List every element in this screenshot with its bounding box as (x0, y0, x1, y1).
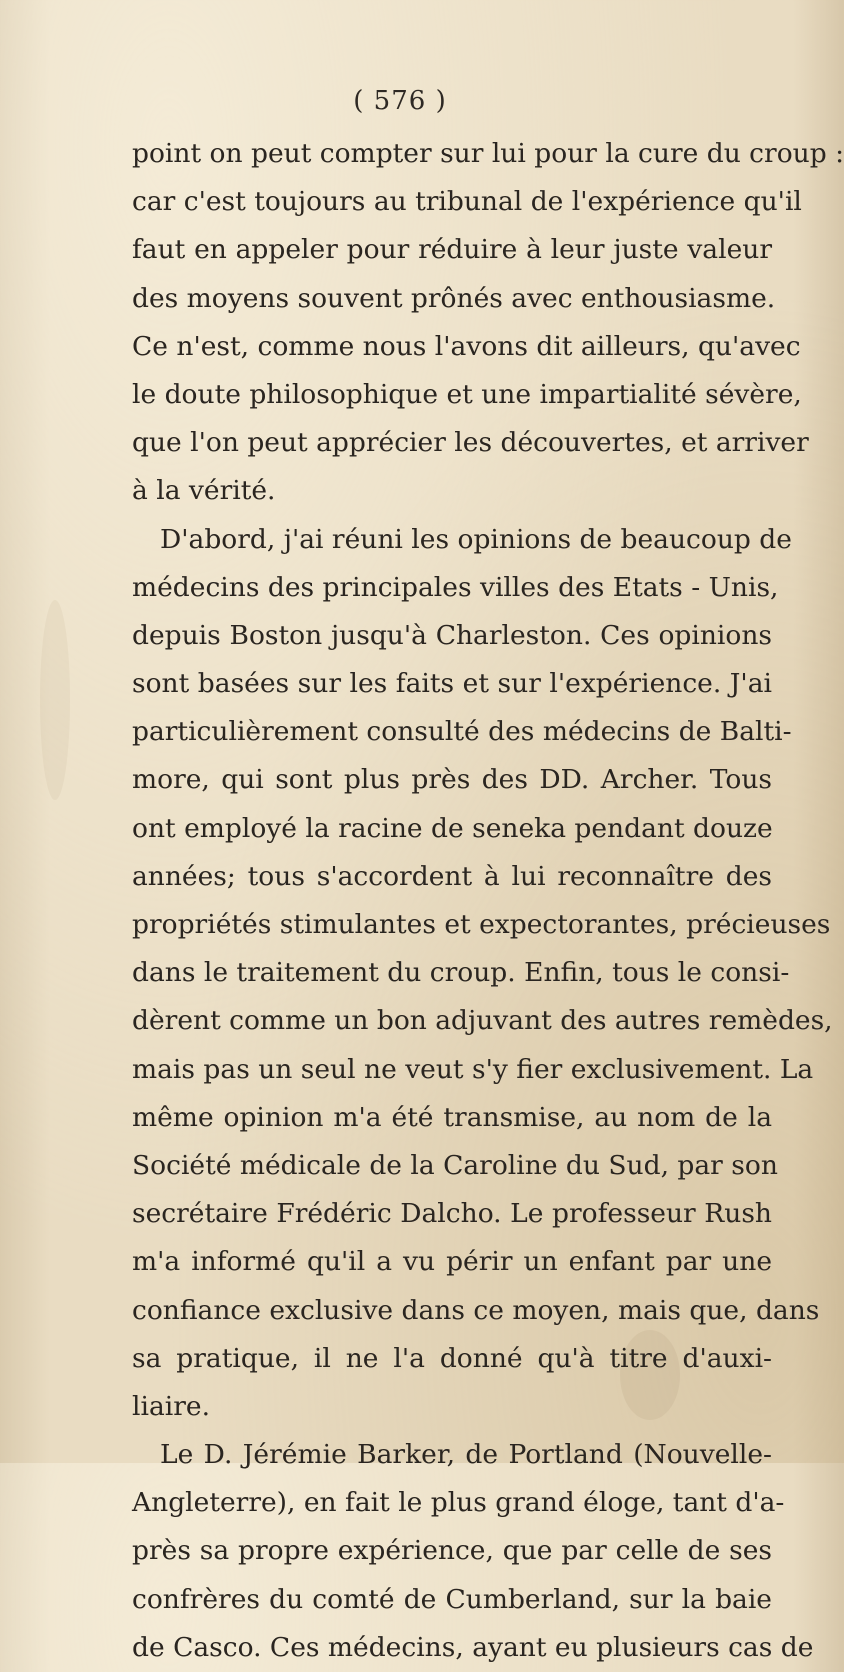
text-line: m'a informé qu'il a vu périr un enfant par une (132, 1246, 772, 1278)
text-line: médecins des principales villes des Etats - Unis, (132, 571, 779, 603)
text-line: dèrent comme un bon adjuvant des autres remèdes, (132, 1005, 833, 1037)
text-line: confiance exclusive dans ce moyen, mais que, dans (132, 1294, 820, 1326)
text-line: Le D. Jérémie Barker, de Portland (Nouvelle- (160, 1439, 772, 1471)
text-line: faut en appeler pour réduire à leur juste valeur (132, 234, 772, 266)
text-line: depuis Boston jusqu'à Charleston. Ces opinions (132, 619, 772, 651)
text-line: mais pas un seul ne veut s'y fier exclusivement. La (132, 1053, 814, 1085)
text-line: more, qui sont plus près des DD. Archer. Tous (132, 764, 772, 796)
text-line: ont employé la racine de seneka pendant douze (132, 812, 773, 844)
text-line: Société médicale de la Caroline du Sud, par son (132, 1149, 778, 1181)
text-line: D'abord, j'ai réuni les opinions de beaucoup de (160, 523, 792, 555)
text-line: le doute philosophique et une impartialité sévère, (132, 378, 802, 410)
text-line: dans le traitement du croup. Enfin, tous le consi- (132, 957, 790, 989)
page-number: ( 576 ) (353, 86, 447, 116)
body-text (132, 130, 844, 1672)
text-line: de Casco. Ces médecins, ayant eu plusieurs cas de (132, 1631, 814, 1663)
text-line: des moyens souvent prônés avec enthousiasme. (132, 282, 776, 314)
text-line: près sa propre expérience, que par celle de ses (132, 1535, 772, 1567)
text-line: point on peut compter sur lui pour la cure du croup : (132, 138, 844, 169)
text-line: à la vérité. (132, 475, 276, 507)
text-line: secrétaire Frédéric Dalcho. Le professeur Rush (132, 1198, 772, 1230)
text-line: que l'on peut apprécier les découvertes, et arriver (132, 427, 809, 459)
text-line: propriétés stimulantes et expectorantes, précieuses (132, 909, 831, 940)
text-line: sont basées sur les faits et sur l'expérience. J'ai (132, 668, 772, 700)
text-line: années; tous s'accordent à lui reconnaître des (132, 860, 772, 892)
text-line: confrères du comté de Cumberland, sur la baie (132, 1583, 772, 1615)
paper-stain (40, 600, 70, 800)
text-line: particulièrement consulté des médecins de Balti- (132, 716, 792, 748)
text-line: même opinion m'a été transmise, au nom de la (132, 1101, 772, 1133)
text-line: liaire. (132, 1390, 210, 1422)
text-line: Ce n'est, comme nous l'avons dit ailleurs, qu'avec (132, 330, 801, 362)
text-line: Angleterre), en fait le plus grand éloge, tant d'a- (132, 1487, 785, 1519)
text-line: sa pratique, il ne l'a donné qu'à titre d'auxi- (132, 1342, 772, 1374)
text-line: car c'est toujours au tribunal de l'expérience qu'il (132, 186, 802, 218)
